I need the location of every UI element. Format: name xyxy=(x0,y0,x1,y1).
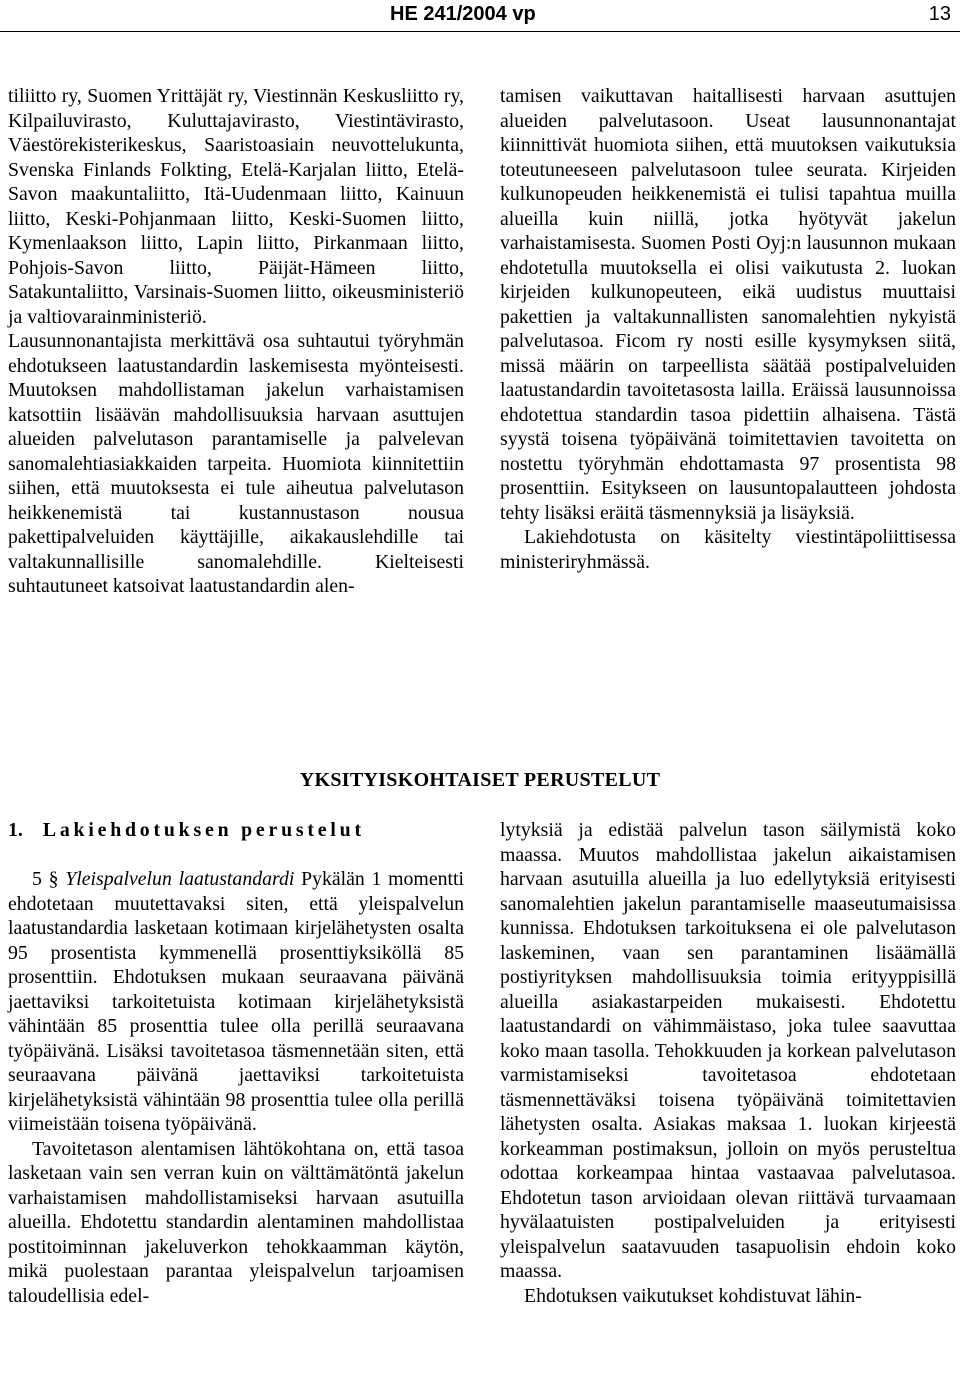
page-number: 13 xyxy=(928,3,951,25)
left-column-bottom xyxy=(8,867,464,1308)
subsection-number: 1. xyxy=(8,819,23,841)
paragraph: tamisen vaikuttavan haitallisesti harvaan asuttujen alueiden palvelutasoon. Useat lausunnonantajat kiinnittivät huomiota siihen, että muutoksen vaikutuksia toteutuneeseen palvelutasoon tulee seurata. Kirjeiden kulkunopeuden heikkenemistä ei tulisi tapahtua muilla alueilla kuin niillä, jotka hyötyvät jakelun varhaistamisesta. Suomen Posti Oyj:n lausunnon mukaan ehdotetulla muutoksella ei olisi vaikutusta 2. luokan kirjeiden kulkunopeuteen, eikä uudistus muuttaisi pakettien ja valtakunnallisten sanomalehtien nykyistä palvelutasoa. Ficom ry nosti esille kysymyksen siitä, missä määrin on tarpeellista säätää postipalveluiden laatustandardin tavoitetasosta lailla. Eräissä lausunnoissa ehdotettua standardin tasoa pidettiin alhaisena. Tästä syystä toisena työpäivänä toimitettavien tavoitetta on nostettu työryhmän ehdottamasta 97 prosentista 98 prosenttiin. Esitykseen on lausuntopalautteen johdosta tehty lisäksi eräitä täsmennyksiä ja lisäyksiä. xyxy=(500,85,956,524)
section-number: 5 § xyxy=(32,868,59,890)
paragraph: lytyksiä ja edistää palvelun tason säilymistä koko maassa. Muutos mahdollistaa jakelun aikaistamisen harvaan asutuilla alueilla ja luo edellytyksiä erityisesti sanomalehtien jakelun parantamiselle maaseutumaisissa kunnissa. Ehdotuksen tarkoituksena ei ole palvelutason laskeminen, vaan sen parantaminen lisäämällä postiyrityksen mahdollisuuksia toimia erityyppisillä alueilla asiakastarpeiden mukaisesti. Ehdotettu laatustandardi on vähimmäistaso, joka tulee saavuttaa koko maan tasolla. Tehokkuuden ja korkean palvelutason varmistamiseksi tavoitetasoa ehdotetaan täsmennettäväksi toisena työpäivänä toimitettavien lähetysten osalta. Asiakas maksaa 1. luokan kirjeestä korkeamman postimaksun, jolloin on myös perusteltua odottaa korkeampaa hintaa vastaavaa palvelutasoa. Ehdotetun tason arvioidaan olevan riittävä turvaamaan hyvälaatuisten postipalveluiden ja erityisesti yleispalvelun saatavuuden tasapuolisin ehdoin koko maassa. xyxy=(500,819,956,1282)
header-rule xyxy=(0,31,960,32)
right-column-top xyxy=(500,84,956,574)
paragraph: Tavoitetason alentamisen lähtökohtana on, että tasoa lasketaan vain sen verran kuin on välttämätöntä jakelun varhaistamisen mahdollistamiseksi harvaan asutuilla alueilla. Ehdotettu standardin alentaminen mahdollistaa postitoiminnan jakeluverkon tehokkaamman käytön, mikä puolestaan parantaa yleispalvelun tarjoamisen taloudellisia edel- xyxy=(8,1137,464,1307)
left-column-top xyxy=(8,84,464,599)
subsection-title xyxy=(8,818,365,843)
paragraph-text: Pykälän 1 momentti ehdotetaan muutettavaksi siten, että yleispalvelun laatustandardia lasketaan kotimaan kirjelähetysten osalta 95 prosentista kymmenellä prosenttiyksiköllä 85 prosenttiin. Ehdotuksen mukaan seuraavana päivänä jaettaviksi tarkoitetuista kotimaan kirjelähetyksistä vähintään 85 prosenttia tulee olla perillä seuraavana työpäivänä. Lisäksi tavoitetasoa täsmennetään siten, että seuraavana päivänä jaettaviksi tarkoitetuista kirjelähetyksistä vähintään 98 prosenttia tulee olla perillä viimeistään toisena työpäivänä. xyxy=(8,868,464,1135)
paragraph: Lausunnonantajista merkittävä osa suhtautui työryhmän ehdotukseen laatustandardin laskemisesta myönteisesti. Muutoksen mahdollistaman jakelun varhaistamisen katsottiin lisäävän mahdollisuuksia harvaan asuttujen alueiden palvelutason parantamiselle ja palvelevan sanomalehtiasiakkaiden tarpeita. Huomiota kiinnitettiin siihen, että muutoksesta ei tule aiheutua palvelutason heikkenemistä tai kustannustason nousua pakettipalveluiden käyttäjille, aikakauslehdille tai valtakunnallisille sanomalehdille. Kielteisesti suhtautuneet katsoivat laatustandardin alen- xyxy=(8,330,464,597)
paragraph xyxy=(8,867,464,1137)
section-heading: Yleispalvelun laatustandardi xyxy=(65,868,295,890)
subsection-heading: Lakiehdotuksen perustelut xyxy=(42,819,365,841)
right-column-bottom xyxy=(500,818,956,1308)
paragraph: Lakiehdotusta on käsitelty viestintäpoliittisessa ministeriryhmässä. xyxy=(500,526,956,573)
page-header xyxy=(0,0,960,30)
document-id: HE 241/2004 vp xyxy=(390,3,536,25)
section-title: YKSITYISKOHTAISET PERUSTELUT xyxy=(299,769,661,791)
paragraph: tiliitto ry, Suomen Yrittäjät ry, Viestinnän Keskusliitto ry, Kilpailuvirasto, Kuluttajavirasto, Viestintävirasto, Väestörekisterikeskus, Saaristoasiain neuvottelukunta, Svenska Finlands Folkting, Etelä-Karjalan liitto, Etelä-Savon maakuntaliitto, Itä-Uudenmaan liitto, Kainuun liitto, Keski-Pohjanmaan liitto, Keski-Suomen liitto, Kymenlaakson liitto, Lapin liitto, Pirkanmaan liitto, Pohjois-Savon liitto, Päijät-Hämeen liitto, Satakuntaliitto, Varsinais-Suomen liitto, oikeusministeriö ja valtiovarainministeriö. xyxy=(8,85,464,328)
paragraph: Ehdotuksen vaikutukset kohdistuvat lähin- xyxy=(524,1284,862,1307)
